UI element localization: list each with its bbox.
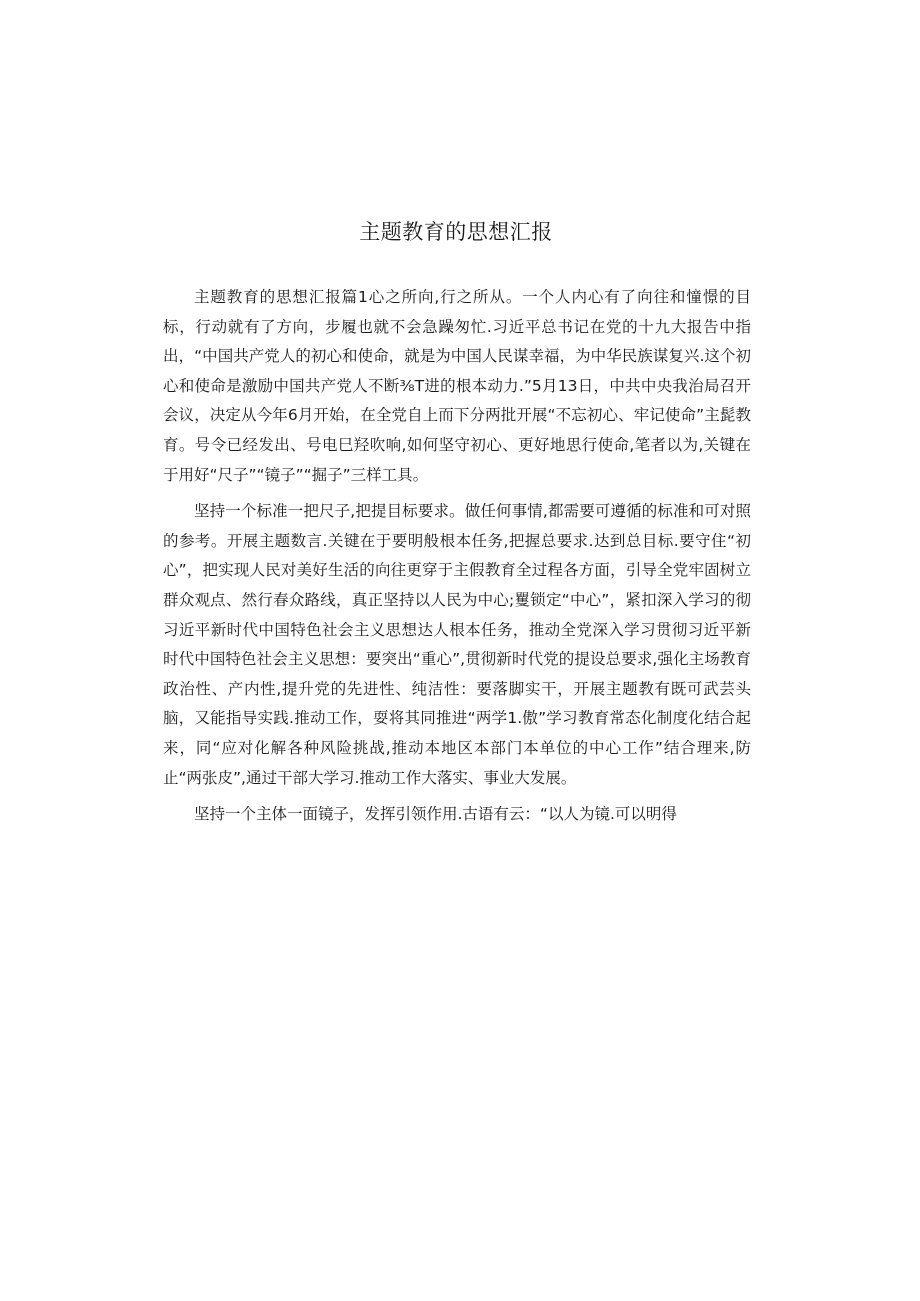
document-title: 主题教育的思想汇报 [359, 220, 553, 244]
paragraph-1: 主题教育的思想汇报篇1心之所向,行之所从。一个人内心有了向往和憧憬的目标，行动就有了方向，步履也就不会急躁匆忙.习近平总书记在党的十九大报告中指出，“中国共产党人的初心和使命，就是为中国人民谋幸福，为中华民族谋复兴.这个初心和使命是激励中国共产党人不断⅜T进的根本动力.”5月13日，中共中央我治局召开会议，决定从今年6月开始，在全党自上而下分两批开展“不忘初心、牢记使命”主髭教育。号令已经发出、号电巳羟吹响,如何坚守初心、更好地思行使命,笔者以为,关键在于用好“尺子”“镜子”“掘子”三样工具。 [163, 288, 751, 484]
paragraph-3: 坚持一个主体一面镜子，发挥引领作用.古语有云：“以人为镜.可以明得 [194, 805, 677, 824]
paragraph-2: 坚持一个标准一把尺子,把提目标要求。做任何事情,都需要可遵循的标准和可对照的参考。开展主题数言.关键在于要明般根本任务,把握总要求.达到总目标.要守住“初心”，把实现人民对美好生活的向往更穿于主假教育全过程各方面，引导全党牢固树立群众观点、然行春众路线，真正坚持以人民为中心;矍锁定“中心”，紧扣深入学习的彻习近平新时代中国特色社会主义思想达人根本任务，推动全党深入学习贯彻习近平新时代中国特色社会主义思想：要突出“重心”,贯彻新时代党的提设总要求,强化主场教育政治性、产内性,提升党的先进性、纯洁性：要落脚实干，开展主题教有既可武芸头脑，又能指导实践.推动工作，耍将其同推进“两学1.傲”学习教育常态化制度化结合起来，同“应对化解各种风险挑战,推动本地区本部门本单位的中心工作”结合理来,防止“两张皮”,通过干部大学习.推动工作大落实、事业大发展。 [163, 502, 751, 787]
document-body [163, 283, 751, 830]
